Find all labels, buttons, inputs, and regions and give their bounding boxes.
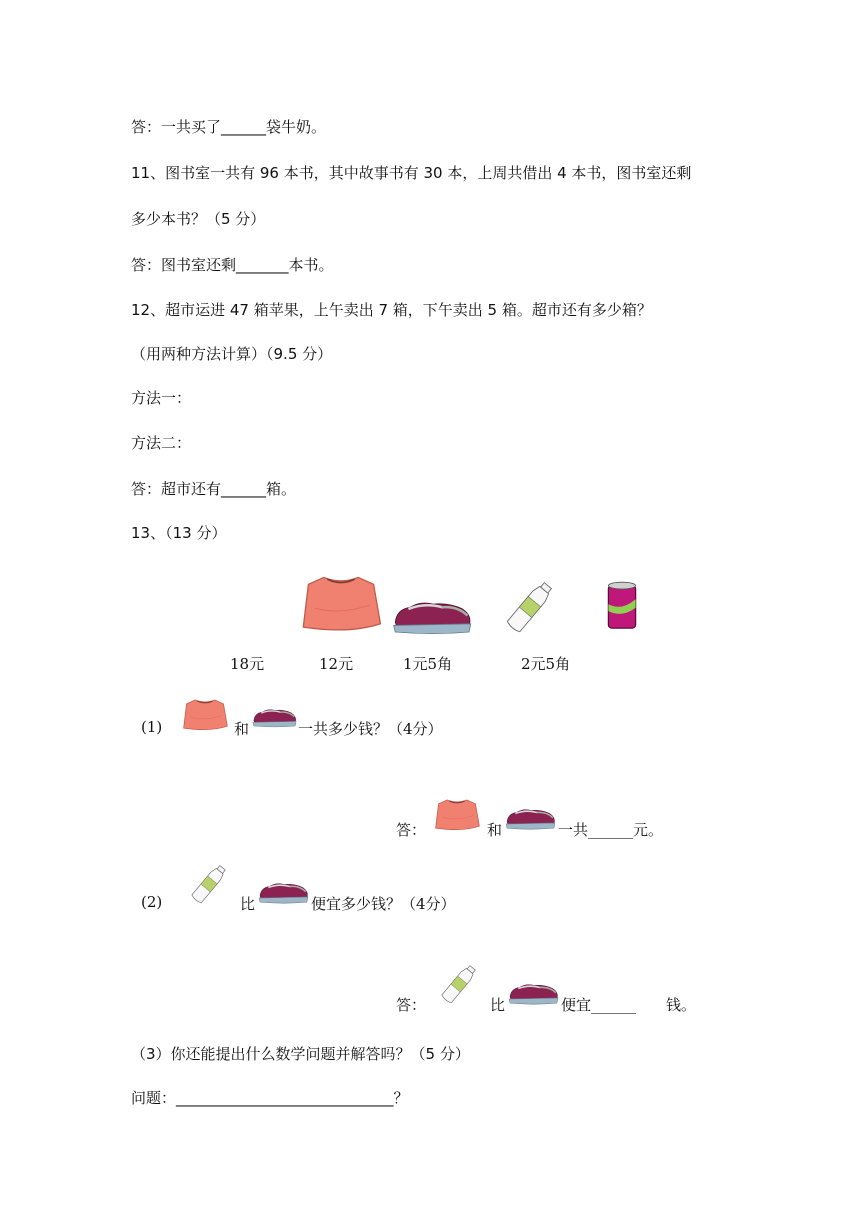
q2-text: 便宜多少钱？（4分） bbox=[311, 895, 456, 913]
question-13-3: （3）你还能提出什么数学问题并解答吗？（5 分） bbox=[131, 1045, 470, 1063]
answer-11-line: 答：图书室还剩_______本书。 bbox=[131, 256, 334, 274]
question-12-note: （用两种方法计算）（9.5 分） bbox=[131, 345, 333, 363]
price-sneaker: 12元 bbox=[319, 655, 354, 673]
a2-than: 比 bbox=[490, 996, 506, 1014]
question-11-text-cont: 多少本书？（5 分） bbox=[131, 210, 266, 228]
a2-text: 便宜______ bbox=[561, 996, 637, 1014]
question-11-text: 11、图书室一共有 96 本书，其中故事书有 30 本，上周共借出 4 本书，图书室还剩 bbox=[131, 164, 692, 182]
q1-and: 和 bbox=[234, 720, 250, 738]
sneaker-icon bbox=[392, 596, 474, 636]
question-13-3-answer: 问题：_____________________________？ bbox=[131, 1089, 409, 1107]
a1-text: 一共______元。 bbox=[558, 821, 664, 839]
sneaker-icon bbox=[258, 878, 310, 906]
water-bottle-icon bbox=[184, 862, 234, 906]
a1-prefix: 答： bbox=[396, 821, 427, 839]
tshirt-icon bbox=[428, 798, 486, 832]
a2-prefix: 答： bbox=[396, 996, 427, 1014]
price-tshirt: 18元 bbox=[230, 655, 265, 673]
method-two-label: 方法二： bbox=[131, 434, 192, 452]
question-13-heading: 13、（13 分） bbox=[131, 524, 227, 542]
sneaker-icon bbox=[508, 979, 560, 1007]
sneaker-icon bbox=[252, 704, 298, 730]
tshirt-icon bbox=[298, 574, 384, 634]
price-can: 2元5角 bbox=[521, 655, 571, 673]
q2-number: (2) bbox=[141, 893, 163, 911]
q2-than: 比 bbox=[240, 895, 256, 913]
q1-number: (1) bbox=[141, 718, 163, 736]
price-bottle: 1元5角 bbox=[403, 655, 453, 673]
q1-text: 一共多少钱？（4分） bbox=[298, 720, 443, 738]
sneaker-icon bbox=[505, 804, 557, 832]
question-12-text: 12、超市运进 47 箱苹果，上午卖出 7 箱，下午卖出 5 箱。超市还有多少箱？ bbox=[131, 301, 652, 319]
tshirt-icon bbox=[176, 698, 234, 732]
answer-milk-line: 答：一共买了______袋牛奶。 bbox=[131, 118, 327, 136]
a1-and: 和 bbox=[487, 821, 503, 839]
soda-can-icon bbox=[605, 580, 639, 632]
water-bottle-icon bbox=[432, 962, 486, 1006]
a2-end: 钱。 bbox=[666, 996, 697, 1014]
answer-12-line: 答：超市还有______箱。 bbox=[131, 480, 297, 498]
water-bottle-icon bbox=[490, 578, 570, 636]
method-one-label: 方法一： bbox=[131, 389, 192, 407]
